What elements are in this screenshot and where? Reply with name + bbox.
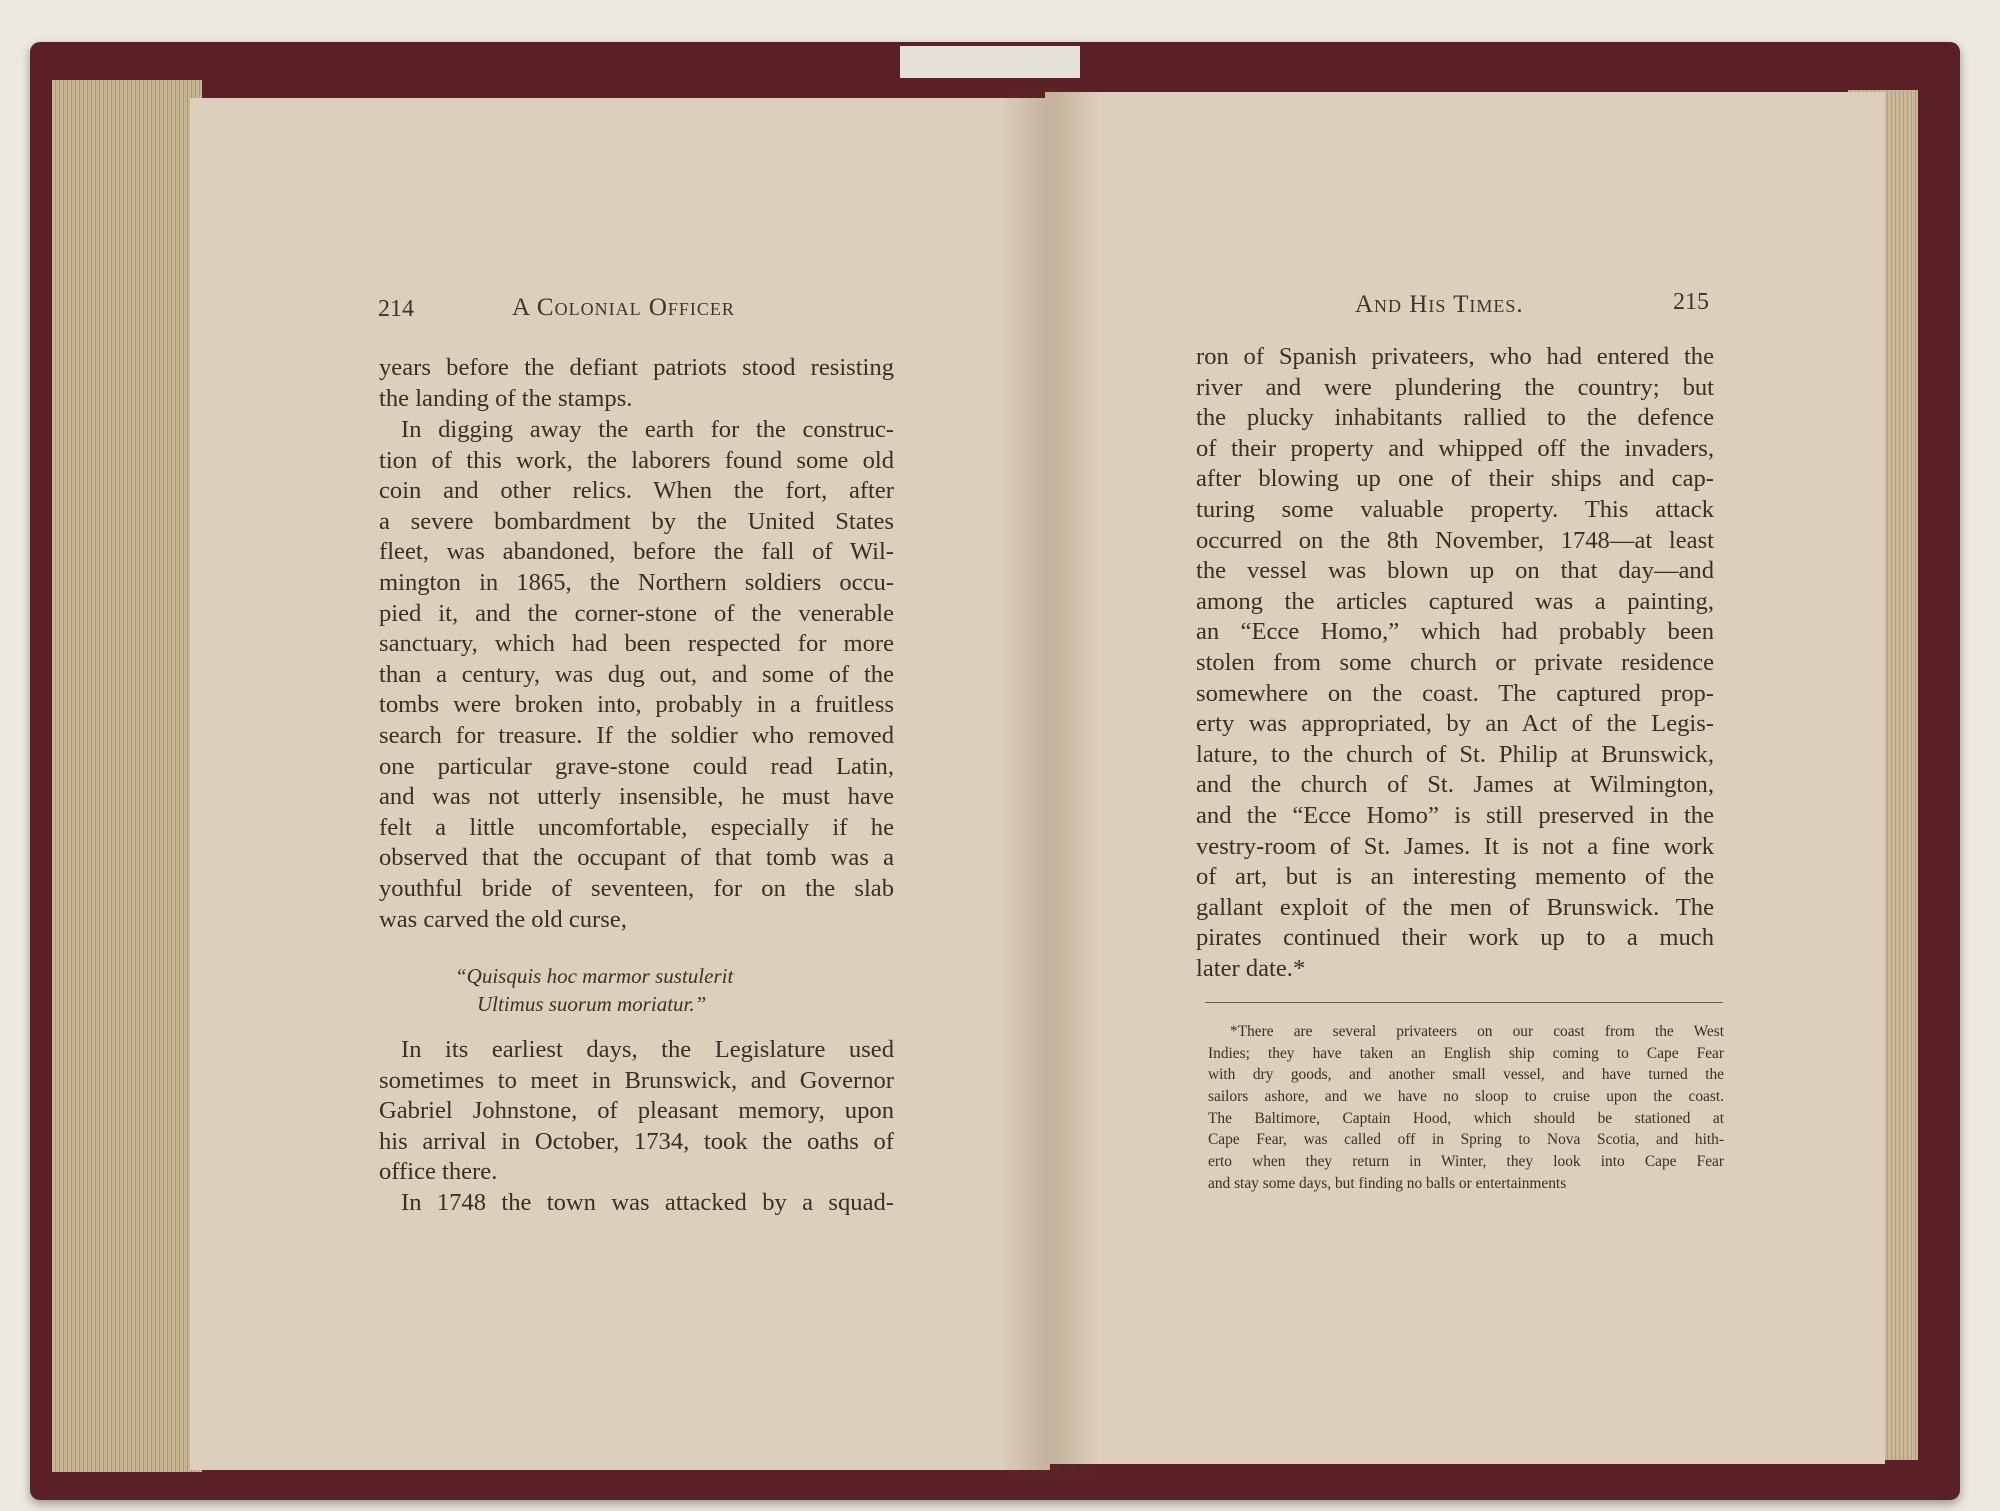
text-line: erty was appropriated, by an Act of the Legis- [1196, 710, 1714, 738]
left-paragraph-4 [379, 1188, 894, 1219]
text-line: than a century, was dug out, and some of the [379, 660, 894, 688]
text-line: gallant exploit of the men of Brunswick. The [1196, 893, 1714, 921]
left-page-number: 214 [378, 296, 414, 322]
text-line: later date.* [1196, 954, 1306, 982]
text-line: office there. [379, 1158, 498, 1186]
text-line: and the church of St. James at Wilmington, [1196, 771, 1714, 799]
text-line: In digging away the earth for the construc- [401, 416, 894, 443]
left-running-head [512, 294, 735, 322]
text-line: pirates continued their work up to a much [1196, 924, 1714, 952]
text-line: of art, but is an interesting memento of the [1196, 863, 1714, 891]
latin-quote [455, 962, 733, 1018]
text-line: and the “Ecce Homo” is still preserved in the [1196, 801, 1714, 829]
text-line: sometimes to meet in Brunswick, and Governor [379, 1066, 894, 1094]
text-line: his arrival in October, 1734, took the oaths of [379, 1127, 894, 1155]
text-line: river and were plundering the country; but [1196, 373, 1714, 401]
latin-quote-line-2: Ultimus suorum moriatur.” [477, 992, 707, 1016]
spine-tape [900, 46, 1080, 78]
text-line: a severe bombardment by the United States [379, 507, 894, 535]
left-paragraph-2 [379, 415, 894, 935]
text-line: stolen from some church or private residence [1196, 648, 1714, 676]
text-line: ron of Spanish privateers, who had entered the [1196, 343, 1714, 370]
text-line: the landing of the stamps. [379, 384, 633, 412]
text-line: coin and other relics. When the fort, after [379, 477, 894, 505]
text-line: with dry goods, and another small vessel, and have turned the [1208, 1066, 1724, 1084]
text-line: erto when they return in Winter, they look into Cape Fear [1208, 1153, 1724, 1171]
text-line: The Baltimore, Captain Hood, which should be stationed at [1208, 1109, 1724, 1127]
text-line: mington in 1865, the Northern soldiers occu- [379, 568, 894, 596]
text-line: Cape Fear, was called off in Spring to Nova Scotia, and hith- [1208, 1131, 1724, 1149]
text-line: sanctuary, which had been respected for more [379, 630, 894, 658]
left-paragraph-1 [379, 353, 894, 414]
text-line: In its earliest days, the Legislature used [401, 1036, 894, 1063]
text-line: one particular grave-stone could read Latin, [379, 752, 894, 780]
text-line: turing some valuable property. This attack [1196, 495, 1714, 523]
right-running-head-text: And His Times. [1355, 291, 1524, 318]
text-line: sailors ashore, and we have no sloop to cruise upon the coast. [1208, 1088, 1724, 1106]
text-line: an “Ecce Homo,” which had probably been [1196, 618, 1714, 646]
text-line: youthful bride of seventeen, for on the slab [379, 874, 894, 902]
text-line: fleet, was abandoned, before the fall of Wil- [379, 538, 894, 566]
text-line: of their property and whipped off the invaders, [1196, 434, 1714, 462]
text-line: observed that the occupant of that tomb was a [379, 844, 894, 872]
text-line: Gabriel Johnstone, of pleasant memory, upon [379, 1097, 894, 1125]
text-line: and stay some days, but finding no balls or entertainments [1208, 1174, 1567, 1192]
text-line: was carved the old curse, [379, 905, 627, 933]
right-page-number: 215 [1673, 289, 1709, 315]
text-line: and was not utterly insensible, he must have [379, 783, 894, 811]
left-running-head-text: A Colonial Officer [512, 294, 735, 321]
footnote-rule [1205, 1002, 1723, 1003]
text-line: Indies; they have taken an English ship coming to Cape Fear [1208, 1044, 1724, 1062]
text-line: tion of this work, the laborers found some old [379, 446, 894, 474]
text-line: vestry-room of St. James. It is not a fine work [1196, 832, 1714, 860]
text-line: after blowing up one of their ships and cap- [1196, 465, 1714, 493]
right-running-head [1355, 291, 1524, 319]
text-line: the vessel was blown up on that day—and [1196, 557, 1714, 585]
text-line: tombs were broken into, probably in a fruitless [379, 691, 894, 719]
latin-quote-line-1: “Quisquis hoc marmor sustulerit [455, 964, 734, 988]
text-line: lature, to the church of St. Philip at Brunswick, [1196, 740, 1714, 768]
text-line: the plucky inhabitants rallied to the defence [1196, 404, 1714, 432]
text-line: In 1748 the town was attacked by a squad- [401, 1189, 894, 1216]
text-line: felt a little uncomfortable, especially if he [379, 813, 894, 841]
footnote [1208, 1021, 1724, 1195]
right-paragraph [1196, 342, 1714, 984]
text-line: somewhere on the coast. The captured prop- [1196, 679, 1714, 707]
text-line: search for treasure. If the soldier who removed [379, 721, 894, 749]
text-line: among the articles captured was a painting, [1196, 587, 1714, 615]
page-edges-left [52, 80, 202, 1472]
text-line: occurred on the 8th November, 1748—at least [1196, 526, 1714, 554]
text-line: years before the defiant patriots stood resisting [379, 354, 894, 381]
text-line: pied it, and the corner-stone of the venerable [379, 599, 894, 627]
text-line: *There are several privateers on our coast from the West [1230, 1023, 1724, 1040]
left-paragraph-3 [379, 1035, 894, 1188]
